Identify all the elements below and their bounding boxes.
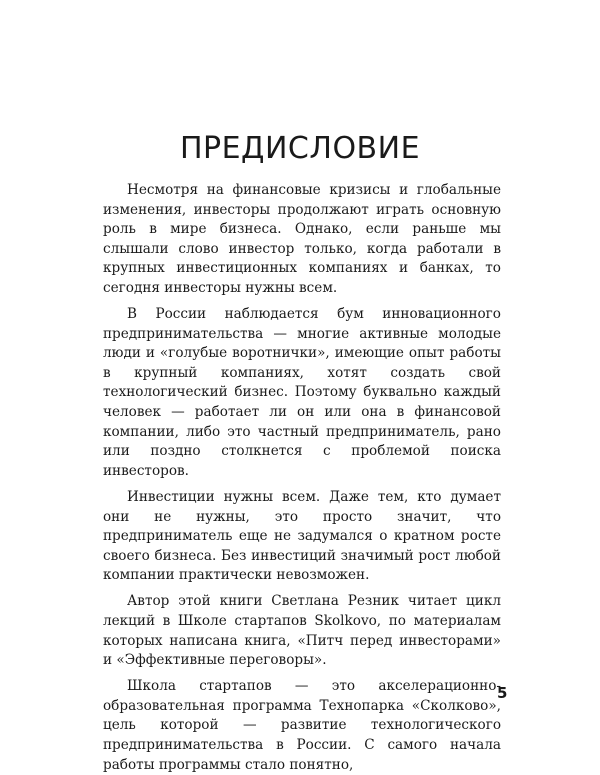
paragraph: Школа стартапов — это акселерационно-образовательная программа Технопарка «Сколково», цель которой — развитие технологического предпринимательства в России. С самого начала работы программы стало понятно,: [103, 678, 501, 773]
paragraph: Инвестиции нужны всем. Даже тем, кто думает они не нужны, это просто значит, что предприниматель еще не задумался о кратном росте своего бизнеса. Без инвестиций значимый рост любой компании практически невозможен.: [103, 488, 501, 584]
page-number: 5: [497, 684, 508, 702]
paragraph: В России наблюдается бум инновационного предпринимательства — многие активные молодые люди и «голубые воротнички», имеющие опыт работы в крупный компаниях, хотят создать свой технологический бизнес. Поэтому буквально каждый человек — работает ли он или она в финансовой компании, либо это частный предприниматель, рано или поздно столкнется с проблемой поиска инвесторов.: [103, 306, 501, 479]
paragraph: Несмотря на финансовые кризисы и глобальные изменения, инвесторы продолжают играть основную роль в мире бизнеса. Однако, если раньше мы слышали слово инвестор только, когда работали в крупных инвестиционных компаниях и банках, то сегодня инвесторы нужны всем.: [103, 182, 501, 296]
chapter-title: ПРЕДИСЛОВИЕ: [179, 131, 421, 166]
body-text: [103, 181, 501, 775]
paragraph: Автор этой книги Светлана Резник читает цикл лекций в Школе стартапов Skolkovo, по материалам которых написана книга, «Питч перед инвесторами» и «Эффективные переговоры».: [103, 593, 501, 669]
